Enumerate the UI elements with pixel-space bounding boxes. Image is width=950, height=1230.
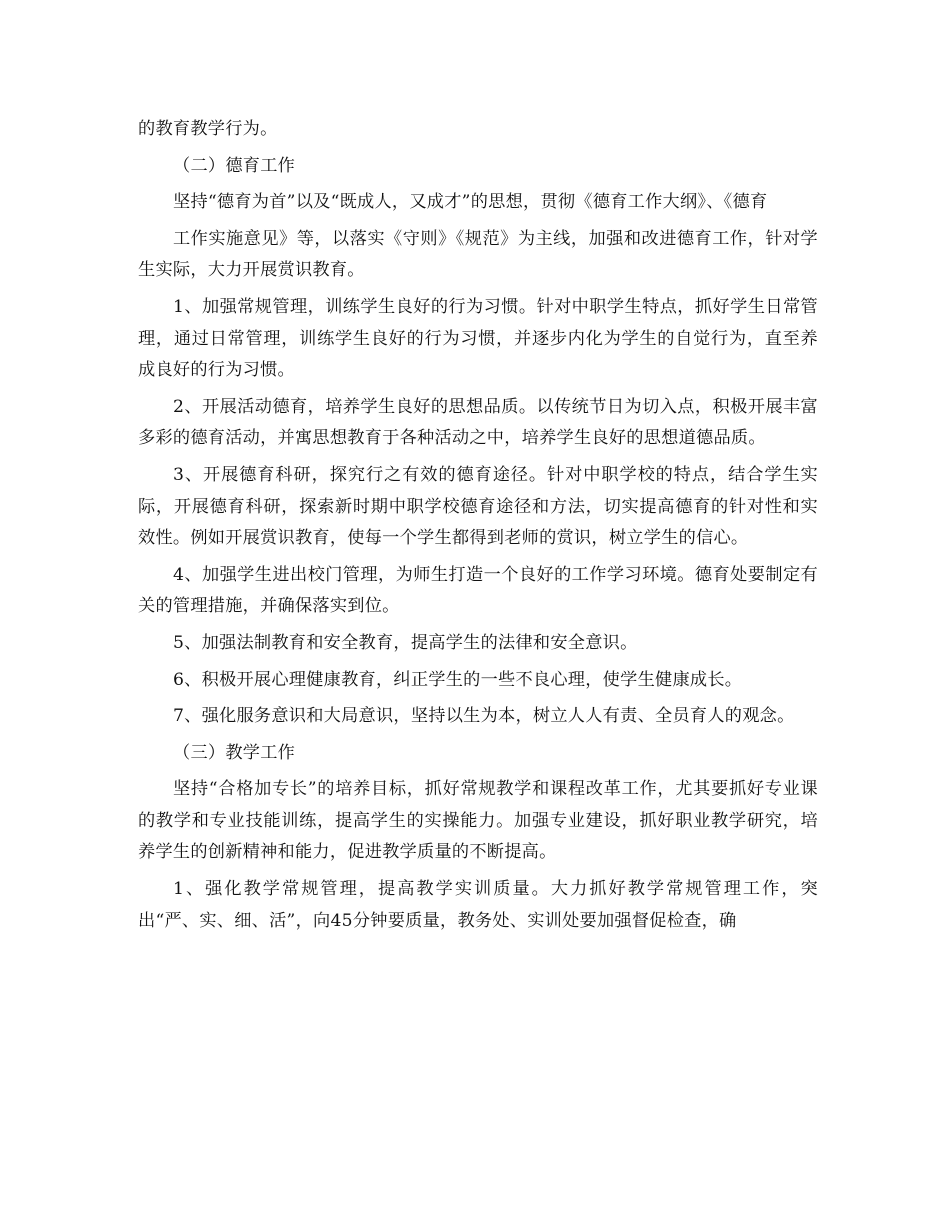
paragraph-teaching-goals: 坚持“合格加专长”的培养目标，抓好常规教学和课程改革工作，尤其要抓好专业课的教学和专业技能训练，提高学生的实操能力。加强专业建设，抓好职业教学研究，培养学生的创新精神和能力，促进教学质量的不断提高。	[138, 779, 818, 863]
list-item-5-legal-safety-education: 5、加强法制教育和安全教育，提高学生的法律和安全意识。	[173, 632, 638, 653]
document-body	[138, 114, 818, 937]
paragraph-moral-implementation: 工作实施意见》等，以落实《守则》《规范》为主线，加强和改进德育工作，针对学生实际，大力开展赏识教育。	[138, 228, 818, 281]
list-item-6-mental-health-education: 6、积极开展心理健康教育，纠正学生的一些不良心理，使学生健康成长。	[173, 669, 743, 690]
paragraph-continuation: 的教育教学行为。	[138, 119, 278, 139]
section-heading-moral-education: （二）德育工作	[173, 155, 296, 176]
list-item-1-teaching-routine: 1、强化教学常规管理，提高教学实训质量。大力抓好教学常规管理工作，突出“严、实、细、活”，向45分钟要质量，教务处、实训处要加强督促检查，确	[138, 879, 818, 931]
section-heading-teaching-work: （三）教学工作	[173, 742, 296, 763]
list-item-2-activity-moral-education: 2、开展活动德育，培养学生良好的思想品质。以传统节日为切入点，积极开展丰富多彩的德育活动，并寓思想教育于各种活动之中，培养学生良好的思想道德品质。	[138, 396, 818, 449]
list-item-3-moral-research: 3、开展德育科研，探究行之有效的德育途径。针对中职学校的特点，结合学生实际，开展德育科研，探索新时期中职学校德育途径和方法，切实提高德育的针对性和实效性。例如开展赏识教育，使每一个学生都得到老师的赏识，树立学生的信心。	[138, 464, 818, 549]
list-item-1-routine-management: 1、加强常规管理，训练学生良好的行为习惯。针对中职学生特点，抓好学生日常管理，通过日常管理，训练学生良好的行为习惯，并逐步内化为学生的自觉行为，直至养成良好的行为习惯。	[138, 296, 818, 381]
list-item-7-service-awareness: 7、强化服务意识和大局意识，坚持以生为本，树立人人有责、全员育人的观念。	[173, 706, 795, 727]
paragraph-moral-principle: 坚持“德育为首”以及“既成人，又成才”的思想，贯彻《德育工作大纲》、《德育	[173, 192, 768, 213]
list-item-4-campus-gate-management: 4、加强学生进出校门管理，为师生打造一个良好的工作学习环境。德育处要制定有关的管理措施，并确保落实到位。	[138, 564, 818, 617]
